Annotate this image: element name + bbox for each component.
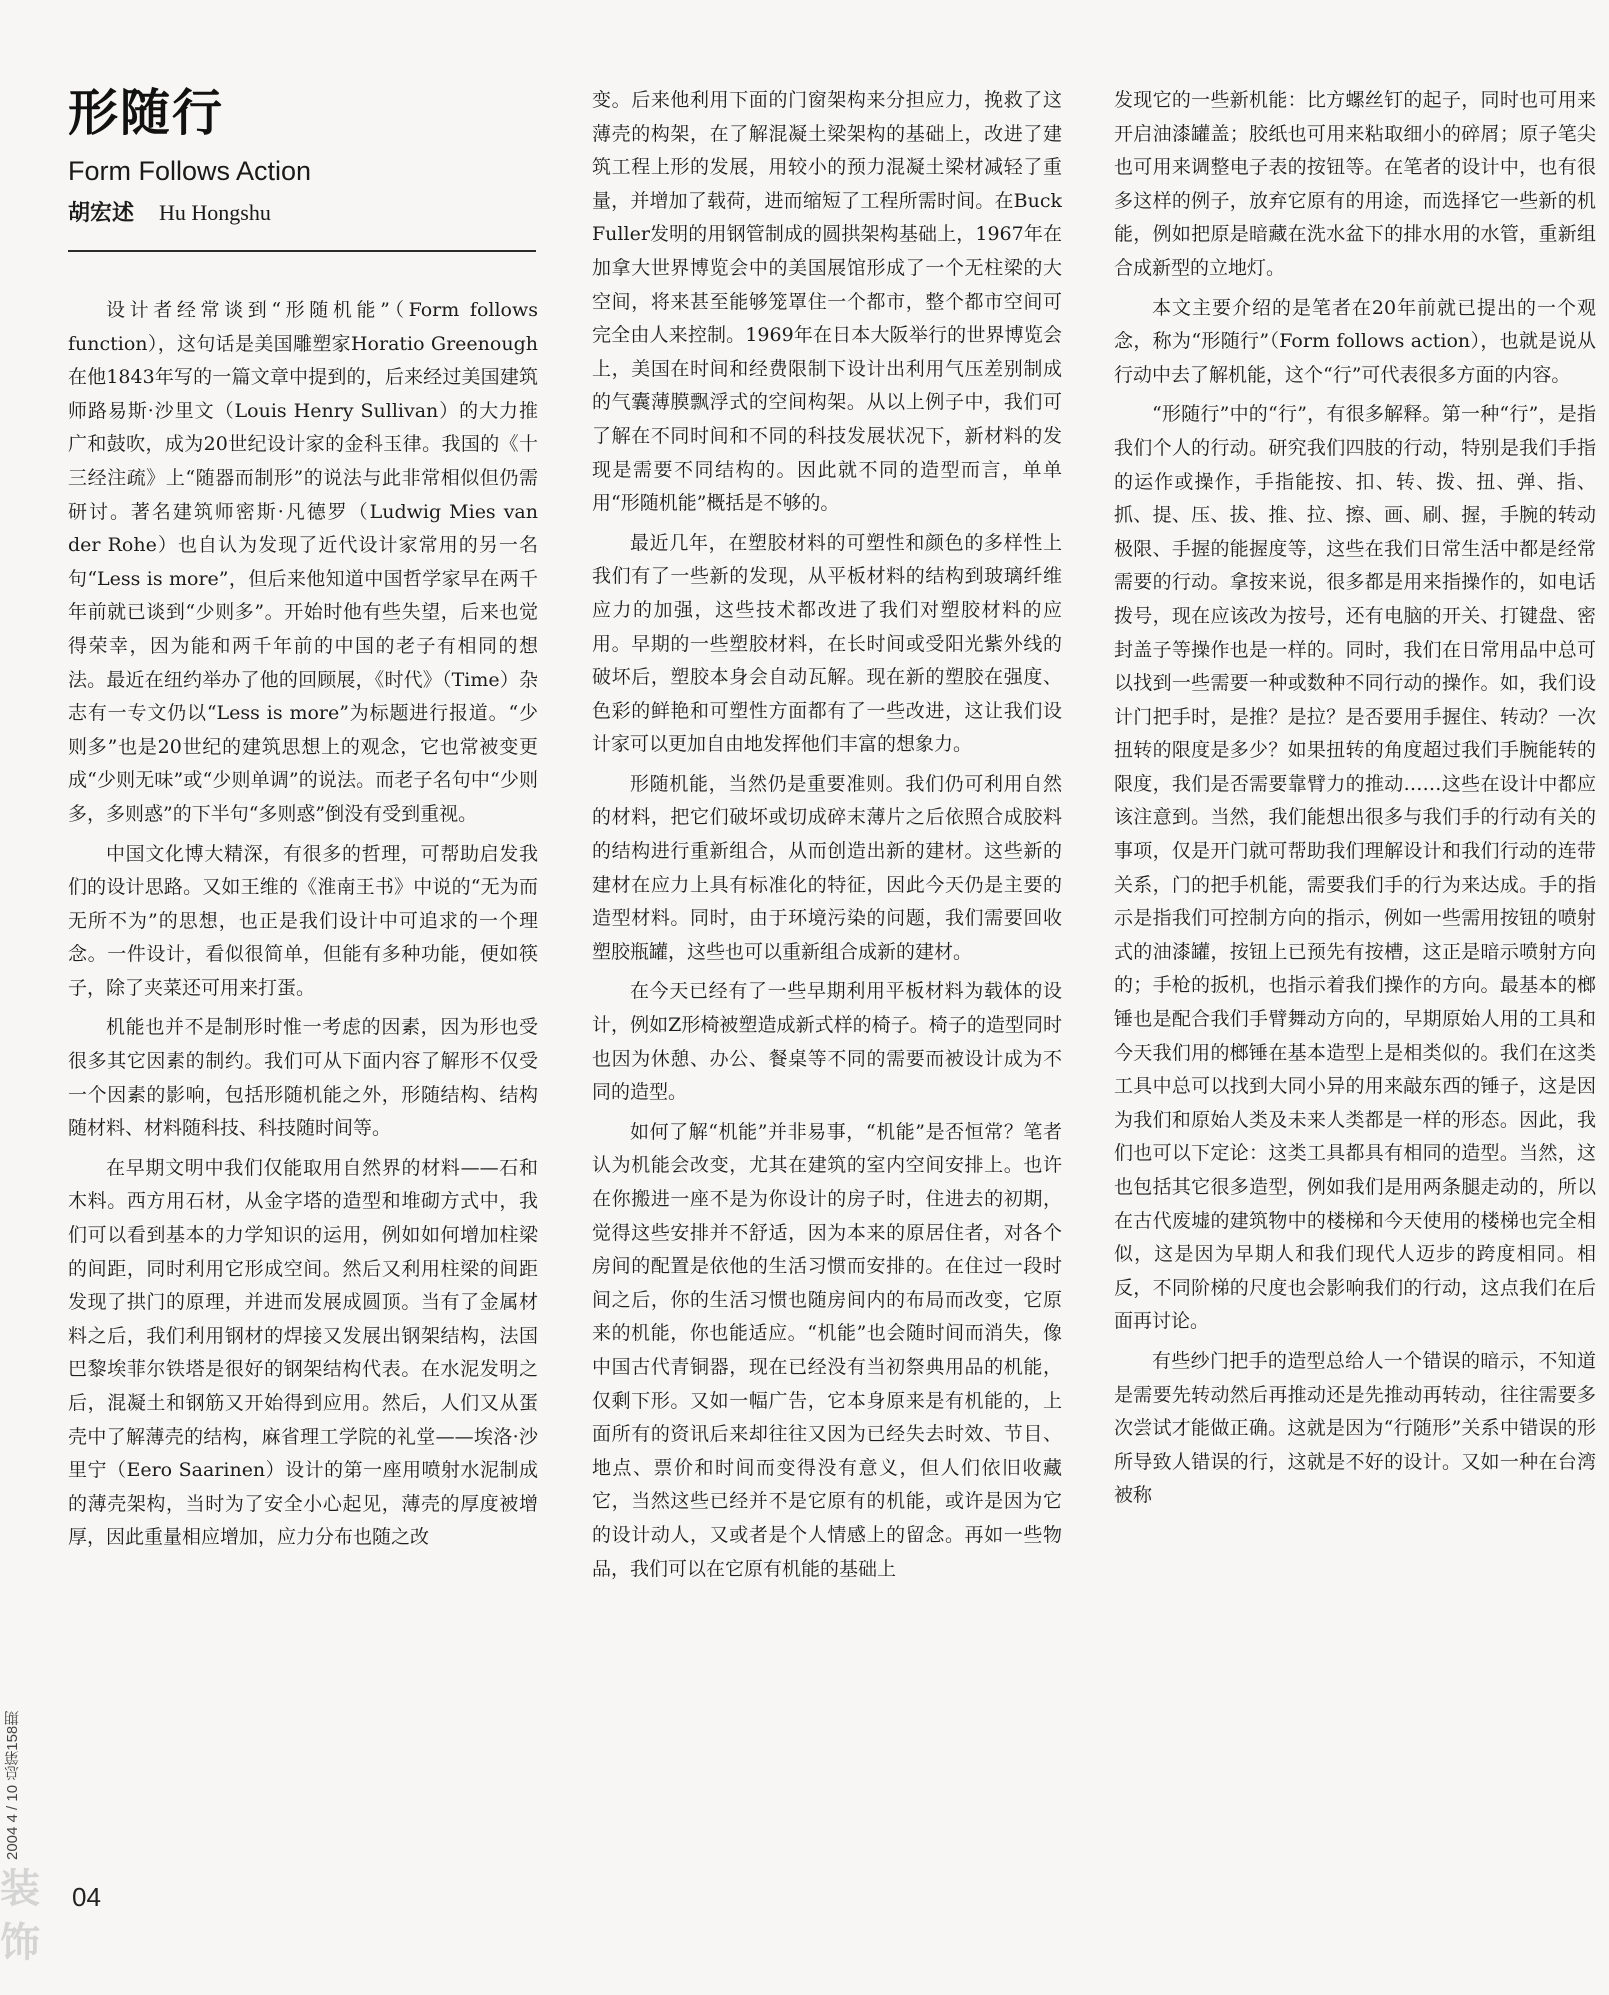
paragraph: 形随机能，当然仍是重要准则。我们仍可利用自然的材料，把它们破坏或切成碎末薄片之后依照合成胶料的结构进行重新组合，从而创造出新的建材。这些新的建材在应力上具有标准化的特征，因此今天仍是主要的造型材料。同时，由于环境污染的问题，我们需要回收塑胶瓶罐，这些也可以重新组合成新的建材。 [592, 772, 1062, 963]
magazine-logo: 装饰 [0, 1866, 40, 1966]
title-divider [68, 250, 536, 252]
issue-info: 2004 4 / 10 总第158期 [4, 1710, 21, 1860]
paragraph-continued: 变。后来他利用下面的门窗架构来分担应力，挽救了这薄壳的构架，在了解混凝土梁架构的基础上，改进了建筑工程上形的发展，用较小的预力混凝土梁材减轻了重量，并增加了载荷，进而缩短了工程所需时间。在Buck Fuller发明的用钢管制成的圆拱架构基础上，1967年在加拿大世界博览会中的美国展馆形成了一个无柱梁的大空间，将来甚至能够笼罩住一个都市，整个都市空间可完全由人来控制。1969年在日本大阪举行的世界博览会上，美国在时间和经费限制下设计出利用气压差别制成的气囊薄膜飘浮式的空间构架。从以上例子中，我们可了解在不同时间和不同的科技发展状况下，新材料的发现是需要不同结构的。因此就不同的造型而言，单单用“形随机能”概括是不够的。 [592, 89, 1062, 515]
text-column-3 [1114, 84, 1596, 1842]
paragraph: 在早期文明中我们仅能取用自然界的材料——石和木料。西方用石材，从金字塔的造型和堆砌方式中，我们可以看到基本的力学知识的运用，例如如何增加柱梁的间距，同时利用它形成空间。然后又利用柱梁的间距发现了拱门的原理，并进而发展成圆顶。当有了金属材料之后，我们利用钢材的焊接又发展出钢架结构，法国巴黎埃菲尔铁塔是很好的钢架结构代表。在水泥发明之后，混凝土和钢筋又开始得到应用。然后，人们又从蛋壳中了解薄壳的结构，麻省理工学院的礼堂——埃洛·沙里宁（Eero Saarinen）设计的第一座用喷射水泥制成的薄壳架构，当时为了安全小心起见，薄壳的厚度被增厚，因此重量相应增加，应力分布也随之改 [68, 1156, 538, 1549]
paragraph: “形随行”中的“行”，有很多解释。第一种“行”，是指我们个人的行动。研究我们四肢的行动，特别是我们手指的运作或操作，手指能按、扣、转、拨、扭、弹、指、抓、提、压、拔、推、拉、擦、画、刷、握，手腕的转动极限、手握的能握度等，这些在我们日常生活中都是经常需要的行动。拿按来说，很多都是用来指操作的，如电话拨号，现在应该改为按号，还有电脑的开关、打键盘、密封盖子等操作也是一样的。同时，我们在日常用品中总可以找到一些需要一种或数种不同行动的操作。如，我们设计门把手时，是推？是拉？是否要用手握住、转动？一次扭转的限度是多少？如果扭转的角度超过我们手腕能转的限度，我们是否需要靠臂力的推动……这些在设计中都应该注意到。当然，我们能想出很多与我们手的行动有关的事项，仅是开门就可帮助我们理解设计和我们行动的连带关系，门的把手机能，需要我们手的行为来达成。手的指示是指我们可控制方向的指示，例如一些需用按钮的喷射式的油漆罐，按钮上已预先有按槽，这正是暗示喷射方向的；手枪的扳机，也指示着我们操作的方向。最基本的榔锤也是配合我们手臂舞动方向的，早期原始人用的工具和今天我们用的榔锤在基本造型上是相类似的。我们在这类工具中总可以找到大同小异的用来敲东西的锤子，这是因为我们和原始人类及未来人类都是一样的形态。因此，我们也可以下定论：这类工具都具有相同的造型。当然，这也包括其它很多造型，例如我们是用两条腿走动的，所以在古代废墟的建筑物中的楼梯和今天使用的楼梯也完全相似，这是因为早期人和我们现代人迈步的跨度相同。相反，不同阶梯的尺度也会影响我们的行动，这点我们在后面再讨论。 [1114, 403, 1596, 1333]
author-name-zh: 胡宏述 [68, 201, 135, 226]
paragraph: 中国文化博大精深，有很多的哲理，可帮助启发我们的设计思路。又如王维的《淮南王书》中说的“无为而无所不为”的思想，也正是我们设计中可追求的一个理念。一件设计，看似很简单，但能有多种功能，便如筷子，除了夹菜还可用来打蛋。 [68, 842, 538, 999]
paragraph: 机能也并不是制形时惟一考虑的因素，因为形也受很多其它因素的制约。我们可从下面内容了解形不仅受一个因素的影响，包括形随机能之外，形随结构、结构随材料、材料随科技、科技随时间等。 [68, 1016, 538, 1140]
article-subtitle: Form Follows Action [68, 156, 312, 186]
paragraph: 如何了解“机能”并非易事，“机能”是否恒常？笔者认为机能会改变，尤其在建筑的室内空间安排上。也许在你搬进一座不是为你设计的房子时，住进去的初期，觉得这些安排并不舒适，因为本来的原居住者，对各个房间的配置是依他的生活习惯而安排的。在住过一段时间之后，你的生活习惯也随房间内的布局而改变，它原来的机能，你也能适应。“机能”也会随时间而消失，像中国古代青铜器，现在已经没有当初祭典用品的机能，仅剩下形。又如一幅广告，它本身原来是有机能的，上面所有的资讯后来却往往又因为已经失去时效、节目、地点、票价和时间而变得没有意义，但人们依旧收藏它，当然这些已经并不是它原有的机能，或许是因为它的设计动人，又或者是个人情感上的留念。再如一些物品，我们可以在它原有机能的基础上 [592, 1120, 1062, 1580]
paragraph: 在今天已经有了一些早期利用平板材料为载体的设计，例如Z形椅被塑造成新式样的椅子。椅子的造型同时也因为休憩、办公、餐桌等不同的需要而被设计成为不同的造型。 [592, 980, 1062, 1104]
paragraph: 设计者经常谈到“形随机能”（Form follows function），这句话是美国雕塑家Horatio Greenough 在他1843年写的一篇文章中提到的，后来经过美国建筑师路易斯·沙里文（Louis Henry Sullivan）的大力推广和鼓吹，成为20世纪设计家的金科玉律。我国的《十三经注疏》上“随器而制形”的说法与此非常相似但仍需研讨。著名建筑师密斯·凡德罗（Ludwig Mies van der Rohe）也自认为发现了近代设计家常用的另一名句“Less is more”，但后来他知道中国哲学家早在两千年前就已谈到“少则多”。开始时他有些失望，后来也觉得荣幸，因为能和两千年前的中国的老子有相同的想法。最近在纽约举办了他的回顾展，《时代》（Time）杂志有一专文仍以“Less is more”为标题进行报道。“少则多”也是20世纪的建筑思想上的观念，它也常被变更成“少则无味”或“少则单调”的说法。而老子名句中“少则多，多则惑”的下半句“多则惑”倒没有受到重视。 [68, 299, 538, 825]
text-column-1 [68, 294, 538, 1842]
page-number: 04 [72, 1882, 101, 1912]
paragraph-continued: 发现它的一些新机能：比方螺丝钉的起子，同时也可用来开启油漆罐盖；胶纸也可用来粘取细小的碎屑；原子笔尖也可用来调整电子表的按钮等。在笔者的设计中，也有很多这样的例子，放弃它原有的用途，而选择它一些新的机能，例如把原是暗藏在洗水盆下的排水用的水管，重新组合成新型的立地灯。 [1114, 89, 1596, 279]
paragraph: 最近几年，在塑胶材料的可塑性和颜色的多样性上我们有了一些新的发现，从平板材料的结构到玻璃纤维应力的加强，这些技术都改进了我们对塑胶材料的应用。早期的一些塑胶材料，在长时间或受阳光紫外线的破坏后，塑胶本身会自动瓦解。现在新的塑胶在强度、色彩的鲜艳和可塑性方面都有了一些改进，这让我们设计家可以更加自由地发挥他们丰富的想象力。 [592, 531, 1062, 756]
article-title: 形随行 [68, 84, 224, 142]
paragraph: 有些纱门把手的造型总给人一个错误的暗示，不知道是需要先转动然后再推动还是先推动再转动，往往需要多次尝试才能做正确。这就是因为“行随形”关系中错误的形所导致人错误的行，这就是不好的设计。又如一种在台湾被称 [1114, 1349, 1596, 1507]
text-column-2 [592, 84, 1062, 1842]
byline [68, 202, 271, 225]
author-name-en: Hu Hongshu [159, 200, 271, 225]
paragraph: 本文主要介绍的是笔者在20年前就已提出的一个观念，称为“形随行”（Form follows action），也就是说从行动中去了解机能，这个“行”可代表很多方面的内容。 [1114, 296, 1596, 386]
